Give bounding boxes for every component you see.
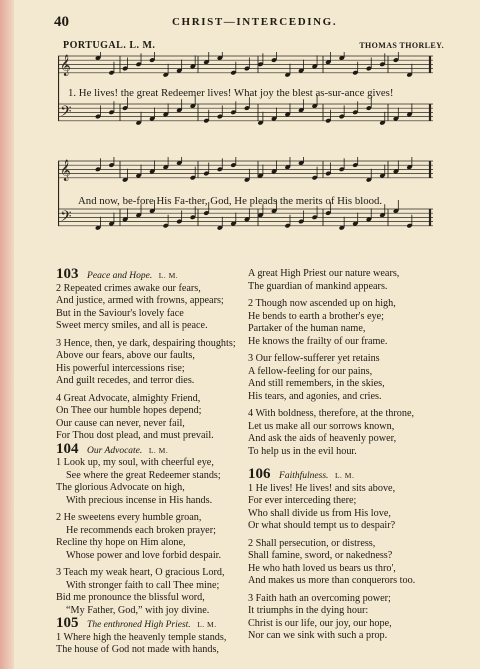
tune-meter: L. M.: [129, 40, 156, 51]
treble-clef-icon: 𝄞: [60, 160, 71, 181]
verse-line: He bends to earth a brother's eye;: [248, 310, 384, 322]
lyric-line-2: And now, be-fore His Fa-ther, God, He pleads the merits of His blood.: [78, 195, 383, 207]
verse-line: 2 Though now ascended up on high,: [248, 298, 396, 309]
verse-line: A great High Priest our nature wears,: [248, 268, 400, 279]
verse-line: And ask the aids of heavenly power,: [248, 433, 397, 444]
hymn-header: [248, 468, 448, 483]
hymn-meter: L. M.: [148, 445, 169, 455]
verse-line: 2 Repeated crimes awake our fears,: [56, 282, 201, 294]
verse-line: 3 Hence, then, ye dark, despairing thoughts;: [56, 337, 236, 349]
page-edge: [0, 0, 14, 669]
verse-line: On Thee our humble hopes depend;: [56, 405, 202, 416]
hymn-header: [56, 617, 244, 632]
treble-clef-icon: 𝄞: [60, 55, 71, 76]
verse-line: Bid me pronounce the blissful word,: [56, 592, 205, 603]
verse-line: With precious incense in His hands.: [66, 494, 213, 506]
verse-line: Above our fears, above our faults,: [56, 350, 195, 361]
verse-line: His tears, and agonies, and cries.: [248, 390, 382, 402]
verse-line: 3 Faith hath an overcoming power;: [248, 592, 391, 604]
verse-line: Christ is our life, our joy, our hope,: [248, 617, 392, 629]
hymn-title: The enthroned High Priest.: [87, 620, 191, 630]
verse-line: 1 Where high the heavenly temple stands,: [56, 631, 227, 643]
verse-line: It triumphs in the dying hour:: [248, 605, 369, 616]
verse-line: And justice, armed with frowns, appears;: [56, 295, 224, 306]
verse-line: Who shall divide us from His love,: [248, 507, 391, 519]
hymn-number: 106: [248, 466, 271, 482]
verse-line: 2 He sweetens every humble groan,: [56, 512, 202, 523]
hymn-title: Peace and Hope.: [87, 271, 153, 281]
verse-line: Our cause can never, never fail,: [56, 417, 185, 429]
verse-line: Sweet mercy smiles, and all is peace.: [56, 320, 208, 331]
verse-line: But in the Saviour's lovely face: [56, 307, 184, 319]
verse-line: And guilt recedes, and terror dies.: [56, 375, 195, 386]
hymn-number: 103: [56, 266, 79, 282]
verse-line: He who hath loved us bears us thro',: [248, 562, 396, 574]
verse-line: For ever interceding there;: [248, 495, 357, 506]
verse-line: With stronger faith to call Thee mine;: [66, 579, 220, 591]
verse-line: 3 Our fellow-sufferer yet retains: [248, 353, 380, 364]
verse-line: 4 With boldness, therefore, at the throne,: [248, 408, 415, 419]
verse-line: See where the great Redeemer stands;: [66, 469, 221, 481]
verse-line: 1 He lives! He lives! and sits above,: [248, 482, 396, 494]
bass-clef-icon: 𝄢: [60, 103, 72, 124]
hymn-title: Our Advocate.: [87, 445, 143, 456]
verse-line: The guardian of mankind appears.: [248, 280, 388, 292]
verse-line: He knows the frailty of our frame.: [248, 335, 388, 347]
composer: THOMAS THORLEY.: [359, 41, 444, 50]
running-head: CHRIST—INTERCEDING.: [172, 16, 338, 28]
verse-line: Whose power and love forbid despair.: [66, 549, 222, 561]
verse-line: To help us in the evil hour.: [248, 445, 357, 457]
bass-clef-icon: 𝄢: [60, 208, 72, 229]
verse-line: Let us make all our sorrows known,: [248, 420, 395, 432]
verse-line: 4 Great Advocate, almighty Friend,: [56, 392, 201, 404]
hymn-header: [56, 268, 244, 283]
verse-line: The glorious Advocate on high,: [56, 482, 185, 493]
verse-line: Recline thy hope on Him alone,: [56, 537, 186, 548]
hymn-title: Faithfulness.: [279, 471, 329, 481]
hymn-header: [56, 440, 244, 458]
hymn-meter: L. M.: [334, 471, 355, 480]
verse-line: 2 Shall persecution, or distress,: [248, 537, 376, 549]
verse-line: 1 Look up, my soul, with cheerful eye,: [56, 457, 214, 468]
verse-line: His powerful intercessions rise;: [56, 362, 185, 374]
verse-line: The house of God not made with hands,: [56, 644, 219, 655]
hymn-number: 105: [56, 615, 79, 631]
page-number: 40: [54, 14, 69, 30]
hymn-meter: L. M.: [158, 271, 179, 280]
verse-line: Partaker of the human name,: [248, 323, 366, 334]
verse-line: “My Father, God,” with joy divine.: [66, 604, 210, 616]
tune-name: PORTUGAL.: [63, 40, 127, 51]
tune-heading: [63, 40, 155, 51]
verse-line: 3 Teach my weak heart, O gracious Lord,: [56, 567, 225, 578]
verse-line: Nor can we sink with such a prop.: [248, 630, 388, 641]
verse-line: And makes us more than conquerors too.: [248, 575, 416, 586]
verse-line: For Thou dost plead, and must prevail.: [56, 430, 214, 441]
verse-line: He recommends each broken prayer;: [66, 524, 216, 536]
verse-line: Or what should tempt us to despair?: [248, 520, 396, 531]
verse-line: And still remembers, in the skies,: [248, 378, 385, 389]
left-column: [56, 268, 244, 657]
verse-line: A fellow-feeling for our pains,: [248, 365, 373, 377]
right-column: [248, 268, 448, 643]
hymn-meter: L. M.: [197, 620, 217, 629]
lyric-line-1: 1. He lives! the great Redeemer lives! What joy the blest as-sur-ance gives!: [68, 87, 394, 99]
hymn-number: 104: [56, 440, 79, 457]
verse-line: Shall famine, sword, or nakedness?: [248, 550, 393, 561]
